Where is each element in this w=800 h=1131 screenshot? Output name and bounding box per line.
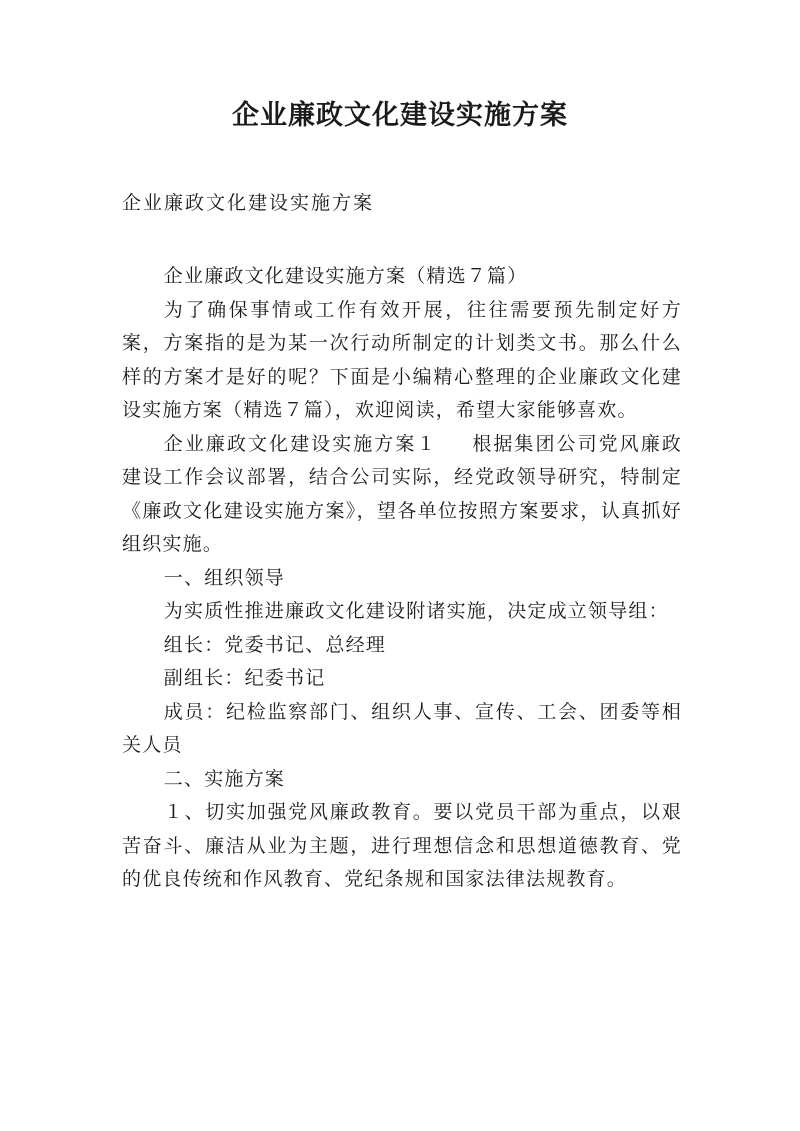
paragraph-implementation-one: １、切实加强党风廉政教育。要以党员干部为重点，以艰苦奋斗、廉洁从业为主题，进行理想信念和思想道德教育、党的优良传统和作风教育、党纪条规和国家法律法规教育。 (122, 801, 682, 890)
paragraph-intro: 为了确保事情或工作有效开展，往往需要预先制定好方案，方案指的是为某一次行动所制定的计划类文书。那么什么样的方案才是好的呢？下面是小编精心整理的企业廉政文化建设实施方案（精选７篇），欢迎阅读，希望大家能够喜欢。 (122, 298, 682, 421)
section-heading-organization: 一、组织领导 (163, 566, 285, 589)
paragraph-heading-selection: 企业廉政文化建设实施方案（精选７篇） (163, 265, 528, 287)
paragraph-deputy-leader: 副组长：纪委书记 (163, 667, 326, 689)
plan-one-text: 根据集团公司党风廉政建设工作会议部署，结合公司实际，经党政领导研究，特制定《廉政文化建设实施方案》，望各单位按照方案要求，认真抓好组织实施。 (122, 432, 682, 555)
plan-one-heading: 企业廉政文化建设实施方案１ (163, 432, 438, 455)
paragraph-members: 成员：纪检监察部门、组织人事、宣传、工会、团委等相关人员 (122, 700, 682, 756)
document-subtitle: 企业廉政文化建设实施方案 (122, 192, 375, 214)
page-title: 企业廉政文化建设实施方案 (232, 100, 568, 131)
section-heading-implementation: 二、实施方案 (163, 767, 285, 790)
paragraph-leadership-group: 为实质性推进廉政文化建设附诸实施，决定成立领导组： (163, 600, 669, 622)
paragraph-plan-one (122, 428, 682, 562)
document-body (122, 260, 682, 897)
paragraph-group-leader: 组长：党委书记、总经理 (163, 633, 386, 656)
